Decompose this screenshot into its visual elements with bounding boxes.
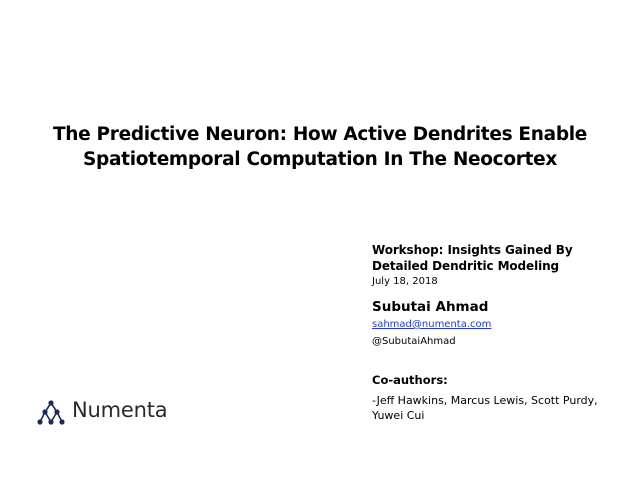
coauthors-line-2: Yuwei Cui [372,409,425,422]
speaker-email-link[interactable]: sahmad@numenta.com [372,319,492,330]
workshop-line-2: Detailed Dendritic Modeling [372,259,560,273]
title-line-2: Spatiotemporal Computation In The Neocortex [83,149,557,170]
logo-wordmark: Numenta [72,398,168,422]
numenta-logo [36,397,176,427]
coauthors-list [372,393,622,423]
workshop-name [372,242,573,274]
network-nodes-icon [36,400,66,426]
title-line-1: The Predictive Neuron: How Active Dendrites Enable [52,124,588,145]
presentation-title [20,122,620,172]
speaker-twitter-handle: @SubutaiAhmad [372,336,456,347]
workshop-line-1: Workshop: Insights Gained By [372,243,573,257]
presentation-date: July 18, 2018 [372,276,438,287]
speaker-name: Subutai Ahmad [372,299,489,315]
coauthors-line-1: -Jeff Hawkins, Marcus Lewis, Scott Purdy, [372,394,598,407]
coauthors-label: Co-authors: [372,373,448,387]
